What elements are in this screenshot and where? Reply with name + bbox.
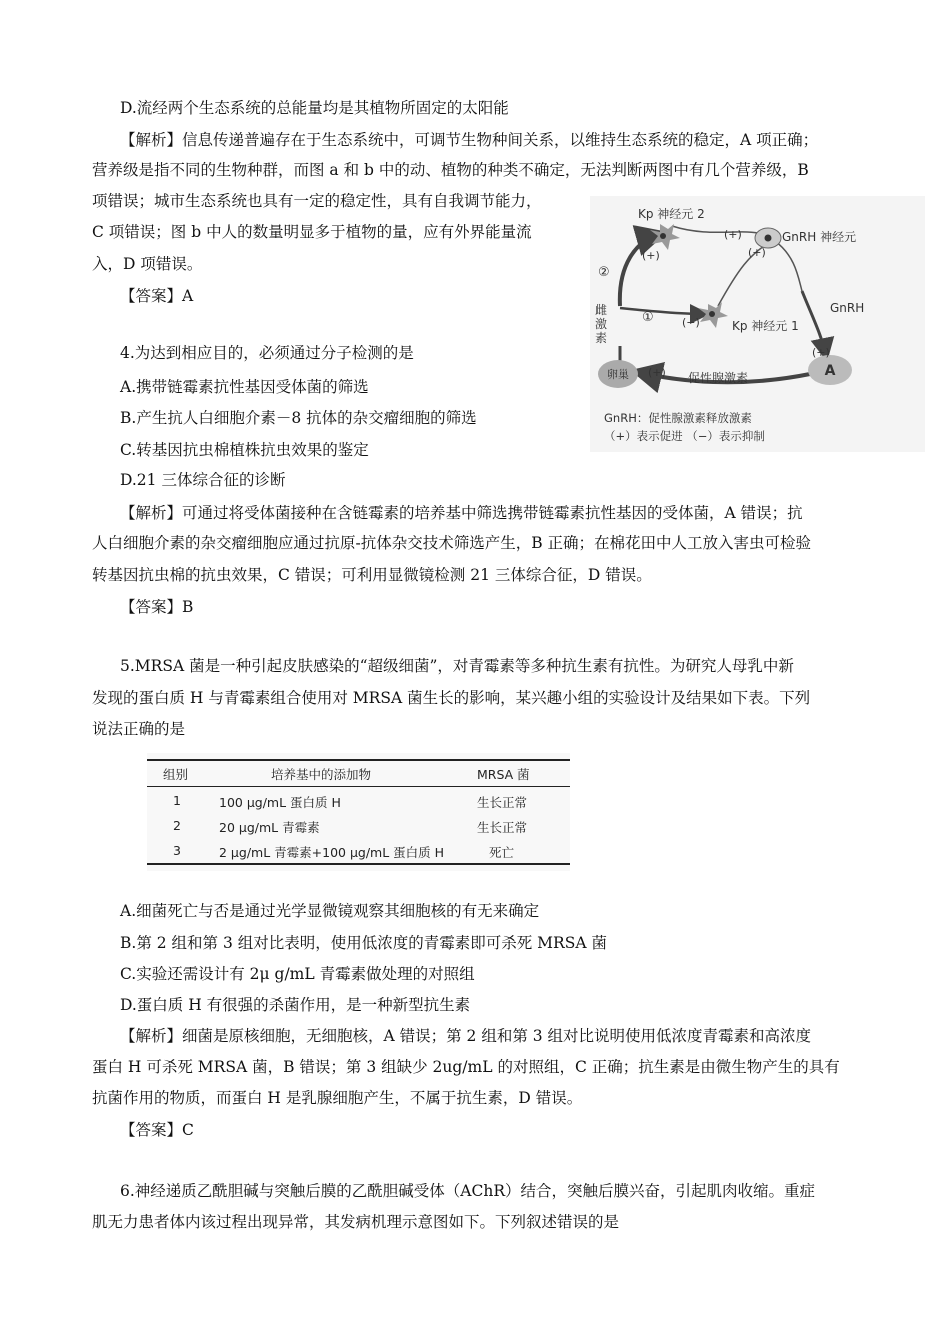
gnrh-label: GnRH bbox=[830, 301, 865, 315]
hormone-regulation-diagram bbox=[590, 196, 925, 452]
table-row-2-result: 生长正常 bbox=[477, 820, 528, 835]
q5-option-c: C.实验还需设计有 2μ g/mL 青霉素做处理的对照组 bbox=[120, 965, 475, 983]
table-row-2-group: 2 bbox=[173, 818, 181, 833]
table-header-additive: 培养基中的添加物 bbox=[271, 767, 372, 782]
estrogen-char-3: 素 bbox=[595, 331, 608, 345]
q3-answer: 【答案】A bbox=[120, 287, 194, 305]
gland-a-icon bbox=[808, 355, 852, 385]
kp1-label: Kp 神经元 1 bbox=[732, 319, 799, 333]
table-top-rule bbox=[147, 759, 570, 761]
q5-option-b: B.第 2 组和第 3 组对比表明，使用低浓度的青霉素即可杀死 MRSA 菌 bbox=[120, 934, 607, 952]
table-header-group: 组别 bbox=[163, 767, 189, 782]
q5-analysis-line-2: 蛋白 H 可杀死 MRSA 菌，B 错误；第 3 组缺少 2ug/mL 的对照组，C 正确；抗生素是由微生物产生的具有 bbox=[92, 1058, 840, 1076]
table-row-1-group: 1 bbox=[173, 793, 181, 808]
sign-plus-kp2: (+) bbox=[642, 249, 660, 262]
table-row-1-additive: 100 μg/mL 蛋白质 H bbox=[219, 795, 341, 810]
q5-option-d: D.蛋白质 H 有很强的杀菌作用，是一种新型抗生素 bbox=[120, 996, 471, 1014]
table-header-rule bbox=[147, 786, 570, 787]
q4-option-d: D.21 三体综合征的诊断 bbox=[120, 471, 286, 489]
q5-analysis-line-3: 抗菌作用的物质，而蛋白 H 是乳腺细胞产生，不属于抗生素，D 错误。 bbox=[92, 1089, 583, 1107]
estrogen-char-2: 激 bbox=[595, 317, 608, 331]
q4-option-a: A.携带链霉素抗性基因受体菌的筛选 bbox=[120, 378, 369, 396]
q6-stem-line-1: 6.神经递质乙酰胆碱与突触后膜的乙酰胆碱受体（AChR）结合，突触后膜兴奋，引起肌肉收缩。重症 bbox=[120, 1182, 815, 1200]
sign-plus-kp1-gnrh: (+) bbox=[748, 246, 766, 259]
q5-stem-line-3: 说法正确的是 bbox=[92, 720, 186, 738]
fsh-label: 促性腺激素 bbox=[688, 371, 749, 385]
table-header-mrsa: MRSA 菌 bbox=[477, 767, 530, 782]
q5-stem-line-1: 5.MRSA 菌是一种引起皮肤感染的“超级细菌”，对青霉素等多种抗生素有抗性。为研究人母乳中新 bbox=[120, 657, 794, 675]
pathway-2-label: ② bbox=[598, 265, 610, 280]
q4-stem: 4.为达到相应目的，必须通过分子检测的是 bbox=[120, 344, 414, 362]
estrogen-char-1: 雌 bbox=[595, 303, 608, 317]
q4-analysis-line-1: 【解析】可通过将受体菌接种在含链霉素的培养基中筛选携带链霉素抗性基因的受体菌，A 错误；抗 bbox=[120, 504, 803, 522]
sign-plus-fsh-ovary: (+) bbox=[648, 366, 666, 379]
table-row-3-additive: 2 μg/mL 青霉素+100 μg/mL 蛋白质 H bbox=[219, 845, 445, 860]
gnrh-neuron-label: GnRH 神经元 bbox=[782, 230, 857, 244]
q3-analysis-line-1: 【解析】信息传递普遍存在于生态系统中，可调节生物种间关系，以维持生态系统的稳定，A 项正确； bbox=[120, 131, 819, 149]
sign-minus-kp1: (−) bbox=[682, 316, 700, 329]
q3-option-d: D.流经两个生态系统的总能量均是其植物所固定的太阳能 bbox=[120, 99, 509, 117]
kp2-label: Kp 神经元 2 bbox=[638, 207, 705, 221]
q3-analysis-line-4: C 项错误；图 b 中人的数量明显多于植物的量，应有外界能量流 bbox=[92, 223, 532, 241]
q4-analysis-line-3: 转基因抗虫棉的抗虫效果，C 错误；可利用显微镜检测 21 三体综合征，D 错误。 bbox=[92, 566, 652, 584]
q5-answer: 【答案】C bbox=[120, 1121, 194, 1139]
q6-stem-line-2: 肌无力患者体内该过程出现异常，其发病机理示意图如下。下列叙述错误的是 bbox=[92, 1213, 620, 1231]
arrow-estrogen-to-kp1 bbox=[620, 308, 705, 314]
sign-plus-kp2-gnrh: (+) bbox=[724, 228, 742, 241]
q4-analysis-line-2: 人白细胞介素的杂交瘤细胞应通过抗原-抗体杂交技术筛选产生，B 正确；在棉花田中人工放入害虫可检验 bbox=[92, 534, 812, 552]
table-row-3-result: 死亡 bbox=[489, 845, 515, 860]
q4-answer: 【答案】B bbox=[120, 598, 194, 616]
diagram-legend-2: （+）表示促进 （−）表示抑制 bbox=[604, 429, 765, 443]
q4-option-b: B.产生抗人白细胞介素－8 抗体的杂交瘤细胞的筛选 bbox=[120, 409, 477, 427]
q3-analysis-line-3: 项错误；城市生态系统也具有一定的稳定性，具有自我调节能力， bbox=[92, 192, 542, 210]
gland-a-label: A bbox=[824, 363, 836, 379]
ovary-label: 卵巢 bbox=[607, 368, 629, 381]
q3-analysis-line-2: 营养级是指不同的生物种群，而图 a 和 b 中的动、植物的种类不确定，无法判断两图中有几个营养级，B bbox=[92, 161, 809, 179]
table-row-1-result: 生长正常 bbox=[477, 795, 528, 810]
arrow-estrogen-to-kp2 bbox=[620, 234, 660, 306]
experiment-table bbox=[147, 753, 570, 871]
q5-stem-line-2: 发现的蛋白质 H 与青霉素组合使用对 MRSA 菌生长的影响，某兴趣小组的实验设计及结果如下表。下列 bbox=[92, 689, 811, 707]
pathway-1-label: ① bbox=[642, 310, 654, 325]
ovary-icon bbox=[598, 360, 638, 388]
table-row-3-group: 3 bbox=[173, 843, 181, 858]
sign-plus-gnrh-a: (+) bbox=[812, 346, 830, 359]
q3-analysis-line-5: 入，D 项错误。 bbox=[92, 255, 203, 273]
axon-gnrh-out bbox=[775, 241, 802, 291]
table-bottom-rule bbox=[147, 863, 570, 865]
q5-analysis-line-1: 【解析】细菌是原核细胞，无细胞核，A 错误；第 2 组和第 3 组对比说明使用低浓度青霉素和高浓度 bbox=[120, 1027, 812, 1045]
axon-kp2-to-gnrh bbox=[672, 226, 762, 234]
gnrh-neuron-icon bbox=[755, 228, 781, 248]
table-row-2-additive: 20 μg/mL 青霉素 bbox=[219, 820, 320, 835]
q4-option-c: C.转基因抗虫棉植株抗虫效果的鉴定 bbox=[120, 441, 369, 459]
diagram-legend-1: GnRH：促性腺激素释放激素 bbox=[604, 411, 752, 425]
q5-option-a: A.细菌死亡与否是通过光学显微镜观察其细胞核的有无来确定 bbox=[120, 902, 540, 920]
